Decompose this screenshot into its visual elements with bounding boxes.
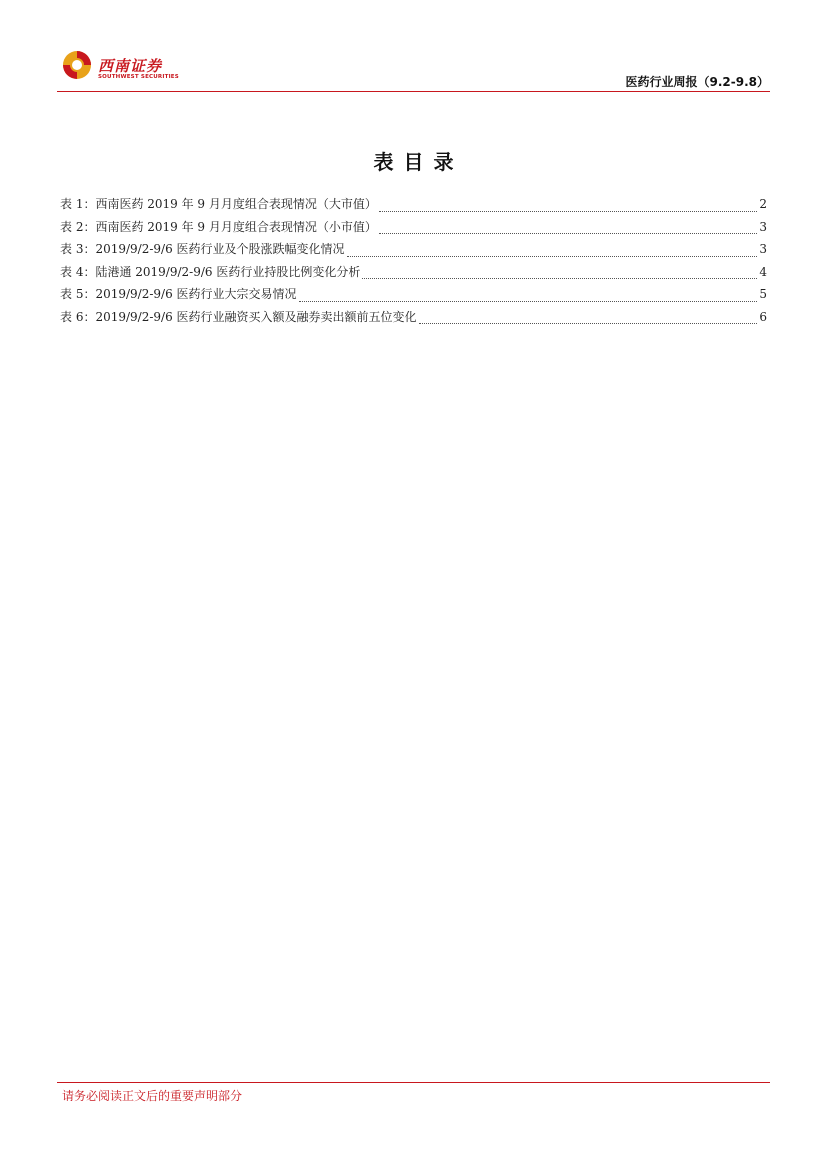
toc-entry[interactable] (60, 306, 767, 329)
toc-entry-page: 4 (759, 264, 767, 279)
toc-entry-page: 3 (759, 219, 767, 234)
toc-leader-dots (379, 201, 757, 212)
table-of-tables (60, 193, 767, 328)
toc-entry-page: 6 (759, 309, 767, 324)
toc-entry[interactable] (60, 238, 767, 261)
toc-entry-label: 表 3：2019/9/2-9/6 医药行业及个股涨跌幅变化情况 (60, 242, 345, 256)
toc-leader-dots (299, 291, 758, 302)
toc-leader-dots (347, 246, 758, 257)
header-divider (57, 91, 770, 92)
toc-entry[interactable] (60, 193, 767, 216)
toc-entry[interactable] (60, 283, 767, 306)
southwest-securities-logo-icon (62, 50, 92, 80)
toc-entry-label: 表 2：西南医药 2019 年 9 月月度组合表现情况（小市值） (60, 219, 377, 234)
report-title: 医药行业周报（9.2-9.8） (625, 75, 769, 89)
table-of-tables-title: 表目录 (373, 150, 464, 174)
footer-divider (57, 1082, 770, 1083)
toc-entry-label: 表 6：2019/9/2-9/6 医药行业融资买入额及融券卖出额前五位变化 (60, 309, 417, 324)
toc-entry[interactable] (60, 216, 767, 239)
toc-leader-dots (419, 313, 758, 324)
footer-disclaimer: 请务必阅读正文后的重要声明部分 (62, 1089, 243, 1103)
toc-leader-dots (379, 223, 757, 234)
toc-entry-label: 表 4：陆港通 2019/9/2-9/6 医药行业持股比例变化分析 (60, 264, 361, 279)
toc-entry-page: 2 (759, 197, 767, 211)
toc-entry-page: 5 (759, 287, 767, 301)
toc-leader-dots (362, 268, 757, 279)
logo-english-name: SOUTHWEST SECURITIES (98, 74, 179, 80)
company-logo (62, 50, 182, 84)
logo-chinese-name: 西南证券 (98, 57, 163, 75)
toc-entry[interactable] (60, 261, 767, 284)
toc-entry-label: 表 5：2019/9/2-9/6 医药行业大宗交易情况 (60, 287, 297, 301)
toc-entry-label: 表 1：西南医药 2019 年 9 月月度组合表现情况（大市值） (60, 197, 377, 211)
toc-entry-page: 3 (759, 242, 767, 256)
